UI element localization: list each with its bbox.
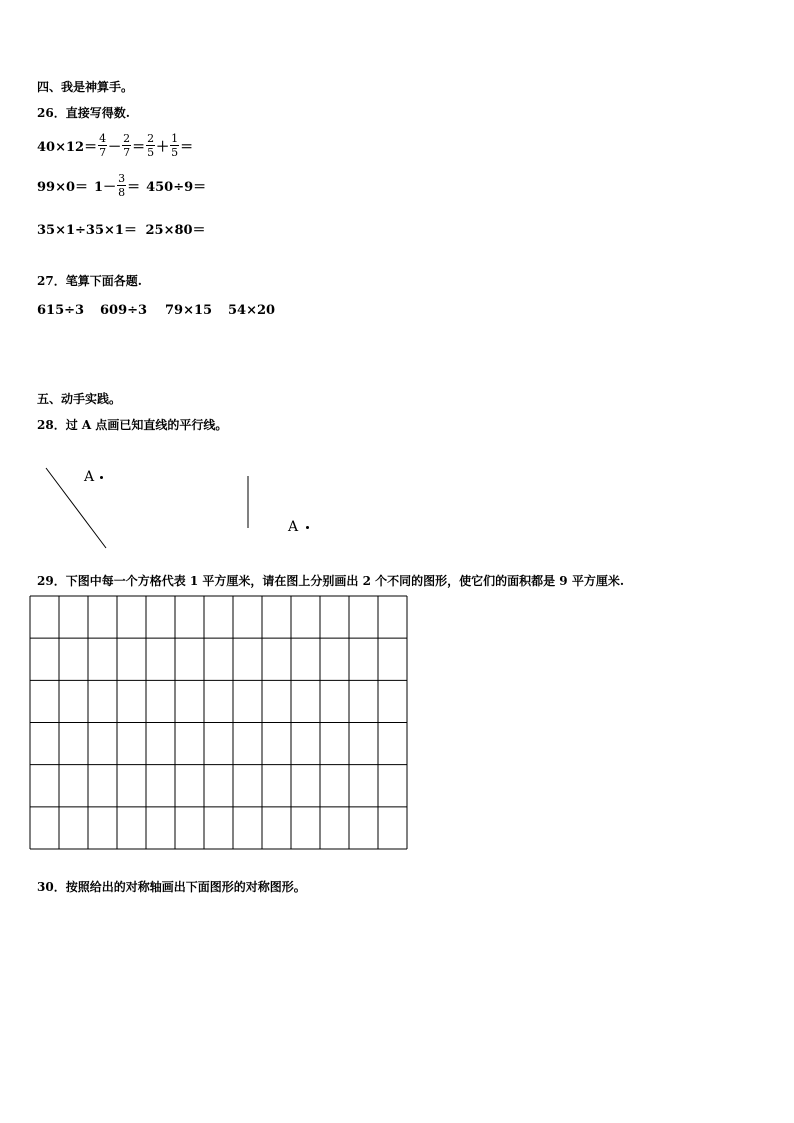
diagonal-line bbox=[46, 468, 106, 548]
point-a-dot-2 bbox=[306, 526, 309, 529]
fraction-3-8: $\frac{3}{8}$ bbox=[118, 172, 126, 199]
question-26-title: 26．直接写得数. bbox=[37, 106, 130, 120]
plus-sign: ＋ bbox=[156, 140, 170, 155]
point-a-dot-1 bbox=[100, 476, 103, 479]
point-a-label-2: A bbox=[288, 519, 299, 535]
equals-sign: ＝ bbox=[180, 140, 194, 155]
question-27-title: 27．笔算下面各题. bbox=[37, 274, 142, 288]
question-29-title: 29．下图中每一个方格代表 1 平方厘米，请在图上分别画出 2 个不同的图形，使它们的面积都是 9 平方厘米. bbox=[37, 574, 624, 588]
equals-sign: ＝ bbox=[127, 180, 141, 195]
q27-item-4: 54×20 bbox=[228, 303, 276, 318]
q29-square-grid bbox=[29, 595, 409, 851]
q27-item-2: 609÷3 bbox=[100, 303, 148, 318]
question-28-title: 28．过 A 点画已知直线的平行线。 bbox=[37, 418, 228, 432]
q26-expr-1-minus: 1－ bbox=[94, 180, 117, 195]
q26-expr-99x0: 99×0＝ bbox=[37, 180, 89, 195]
fraction-2-5: $\frac{2}{5}$ bbox=[147, 132, 155, 159]
equals-sign: ＝ bbox=[132, 140, 146, 155]
fraction-2-7: $\frac{2}{7}$ bbox=[123, 132, 131, 159]
q26-expr-35x1: 35×1÷35×1＝ bbox=[37, 223, 137, 238]
fraction-4-7: $\frac{4}{7}$ bbox=[99, 132, 107, 159]
q26-expr-40x12: 40×12＝ bbox=[37, 140, 98, 155]
q26-expr-25x80: 25×80＝ bbox=[145, 223, 206, 238]
q26-expr-450div9: 450÷9＝ bbox=[146, 180, 207, 195]
question-30-title: 30．按照给出的对称轴画出下面图形的对称图形。 bbox=[37, 880, 306, 894]
point-a-label-1: A bbox=[84, 469, 95, 485]
section-4-title: 四、我是神算手。 bbox=[37, 80, 134, 94]
section-5-title: 五、动手实践。 bbox=[37, 392, 122, 406]
fraction-1-5: $\frac{1}{5}$ bbox=[171, 132, 179, 159]
minus-sign: － bbox=[108, 140, 122, 155]
q27-item-1: 615÷3 bbox=[37, 303, 85, 318]
q27-item-3: 79×15 bbox=[165, 303, 213, 318]
